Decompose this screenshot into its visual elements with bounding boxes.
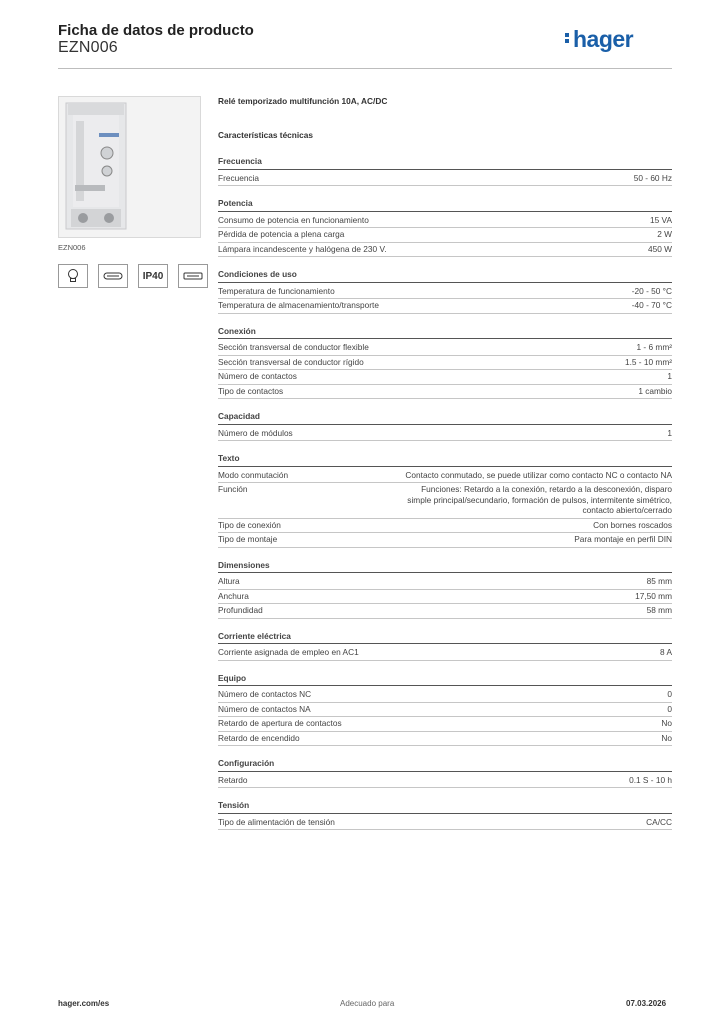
- spec-value: 0: [667, 703, 672, 714]
- spec-group-title: Tensión: [218, 799, 672, 814]
- spec-row: [218, 717, 672, 732]
- spec-value: 15 VA: [650, 214, 672, 225]
- feature-badges: [58, 264, 208, 288]
- spec-label: Retardo de apertura de contactos: [218, 718, 342, 728]
- spec-row: [218, 385, 672, 400]
- spec-value: Para montaje en perfil DIN: [574, 534, 672, 544]
- spec-value: 2 W: [657, 229, 672, 239]
- spec-value: 450 W: [648, 243, 672, 254]
- spec-value: 0.1 S - 10 h: [629, 774, 672, 785]
- spec-label: Sección transversal de conductor rígido: [218, 356, 364, 367]
- spec-label: Tipo de montaje: [218, 534, 278, 544]
- footer-date: 07.03.2026: [626, 999, 667, 1008]
- spec-row: [218, 341, 672, 356]
- footer-note: Adecuado para: [340, 999, 395, 1008]
- spec-content: [218, 96, 672, 841]
- spec-label: Número de contactos: [218, 371, 297, 381]
- spec-group-title: Dimensiones: [218, 559, 672, 574]
- din-rail-badge: [98, 264, 128, 288]
- product-code: EZN006: [58, 39, 118, 56]
- spec-value: 8 A: [660, 647, 672, 657]
- spec-label: Anchura: [218, 590, 249, 601]
- spec-label: Frecuencia: [218, 172, 260, 183]
- header-divider: [58, 68, 672, 69]
- spec-value: 1 - 6 mm²: [636, 342, 672, 352]
- spec-label: Lámpara incandescente y halógena de 230 V.: [218, 243, 387, 254]
- spec-group: [218, 559, 672, 619]
- spec-row: [218, 172, 672, 187]
- spec-groups: [218, 155, 672, 830]
- spec-label: Retardo de encendido: [218, 732, 300, 743]
- spec-row: [218, 519, 672, 534]
- spec-group-title: Equipo: [218, 672, 672, 687]
- din-rail-badge-2: [178, 264, 208, 288]
- spec-value: -20 - 50 °C: [631, 285, 672, 296]
- ip-rating-badge: IP40: [138, 264, 168, 288]
- spec-value: Con bornes roscados: [593, 519, 672, 530]
- spec-label: Número de módulos: [218, 427, 293, 438]
- spec-label: Número de contactos NA: [218, 703, 311, 714]
- spec-label: Temperatura de almacenamiento/transporte: [218, 300, 379, 310]
- spec-label: Tipo de alimentación de tensión: [218, 816, 335, 827]
- logo-text: hager: [573, 26, 634, 52]
- spec-row: [218, 604, 672, 619]
- spec-group-title: Potencia: [218, 197, 672, 212]
- spec-label: Pérdida de potencia a plena carga: [218, 229, 345, 239]
- spec-row: [218, 774, 672, 789]
- spec-label: Consumo de potencia en funcionamiento: [218, 214, 369, 225]
- spec-row: [218, 732, 672, 747]
- lamp-badge: [58, 264, 88, 288]
- spec-value: 1: [667, 427, 672, 438]
- spec-label: Tipo de conexión: [218, 519, 281, 530]
- din-rail-icon: [103, 272, 123, 280]
- spec-group-title: Configuración: [218, 757, 672, 772]
- spec-row: [218, 483, 672, 519]
- spec-row: [218, 370, 672, 385]
- spec-row: [218, 243, 672, 258]
- spec-value: 1 cambio: [638, 385, 672, 396]
- spec-value: -40 - 70 °C: [631, 300, 672, 310]
- logo-dots-icon: [565, 31, 571, 45]
- spec-label: Temperatura de funcionamiento: [218, 285, 335, 296]
- spec-value: 58 mm: [646, 605, 672, 615]
- spec-label: Corriente asignada de empleo en AC1: [218, 647, 359, 657]
- spec-value: 1: [667, 371, 672, 381]
- spec-group-title: Corriente eléctrica: [218, 630, 672, 645]
- spec-row: [218, 533, 672, 548]
- spec-label: Sección transversal de conductor flexible: [218, 342, 369, 352]
- spec-group: [218, 410, 672, 441]
- spec-group: [218, 757, 672, 788]
- spec-label: Número de contactos NC: [218, 689, 312, 699]
- spec-group: [218, 268, 672, 314]
- spec-value: 0: [667, 689, 672, 699]
- spec-row: [218, 285, 672, 300]
- spec-group: [218, 197, 672, 257]
- spec-row: [218, 427, 672, 442]
- spec-value: 1.5 - 10 mm²: [624, 356, 672, 367]
- spec-group: [218, 452, 672, 548]
- spec-row: [218, 228, 672, 243]
- spec-label: Modo conmutación: [218, 469, 289, 480]
- spec-label: Función: [218, 484, 248, 494]
- spec-label: Profundidad: [218, 605, 263, 615]
- product-description: Relé temporizado multifunción 10A, AC/DC: [218, 96, 388, 106]
- spec-row: [218, 469, 672, 484]
- spec-row: [218, 575, 672, 590]
- spec-group: [218, 325, 672, 400]
- spec-value: CA/CC: [646, 816, 672, 827]
- spec-group-title: Texto: [218, 452, 672, 467]
- spec-value: Contacto conmutado, se puede utilizar como contacto NC o contacto NA: [405, 469, 672, 480]
- spec-group: [218, 799, 672, 830]
- spec-value: 50 - 60 Hz: [633, 172, 672, 183]
- spec-group-title: Capacidad: [218, 410, 672, 425]
- spec-row: [218, 590, 672, 605]
- page-title: Ficha de datos de producto: [58, 22, 254, 39]
- spec-label: Altura: [218, 576, 240, 586]
- relay-device-icon: [59, 97, 200, 237]
- product-image: [58, 96, 201, 238]
- spec-value: Funciones: Retardo a la conexión, retardo a la desconexión, disparo simple principal/secundario, formación de pulsos, intermitente simétrico, contacto abierto/cerrado: [407, 484, 672, 515]
- spec-row: [218, 646, 672, 661]
- spec-row: [218, 703, 672, 718]
- spec-group-title: Conexión: [218, 325, 672, 340]
- footer-website[interactable]: hager.com/es: [58, 999, 110, 1008]
- spec-row: [218, 816, 672, 831]
- image-caption: EZN006: [58, 243, 86, 252]
- spec-row: [218, 214, 672, 229]
- din-rail-icon: [183, 272, 203, 280]
- spec-value: No: [661, 732, 672, 743]
- section-heading: Características técnicas: [218, 130, 314, 140]
- spec-group: [218, 155, 672, 186]
- spec-row: [218, 688, 672, 703]
- spec-value: No: [661, 718, 672, 728]
- spec-row: [218, 299, 672, 314]
- spec-value: 17,50 mm: [635, 590, 672, 601]
- spec-label: Retardo: [218, 774, 248, 785]
- spec-value: 85 mm: [646, 576, 672, 586]
- spec-group: [218, 630, 672, 661]
- spec-group-title: Condiciones de uso: [218, 268, 672, 283]
- spec-row: [218, 356, 672, 371]
- spec-label: Tipo de contactos: [218, 385, 284, 396]
- hager-logo: [565, 26, 633, 53]
- spec-group: [218, 672, 672, 747]
- spec-group-title: Frecuencia: [218, 155, 672, 170]
- lamp-icon: [66, 268, 80, 284]
